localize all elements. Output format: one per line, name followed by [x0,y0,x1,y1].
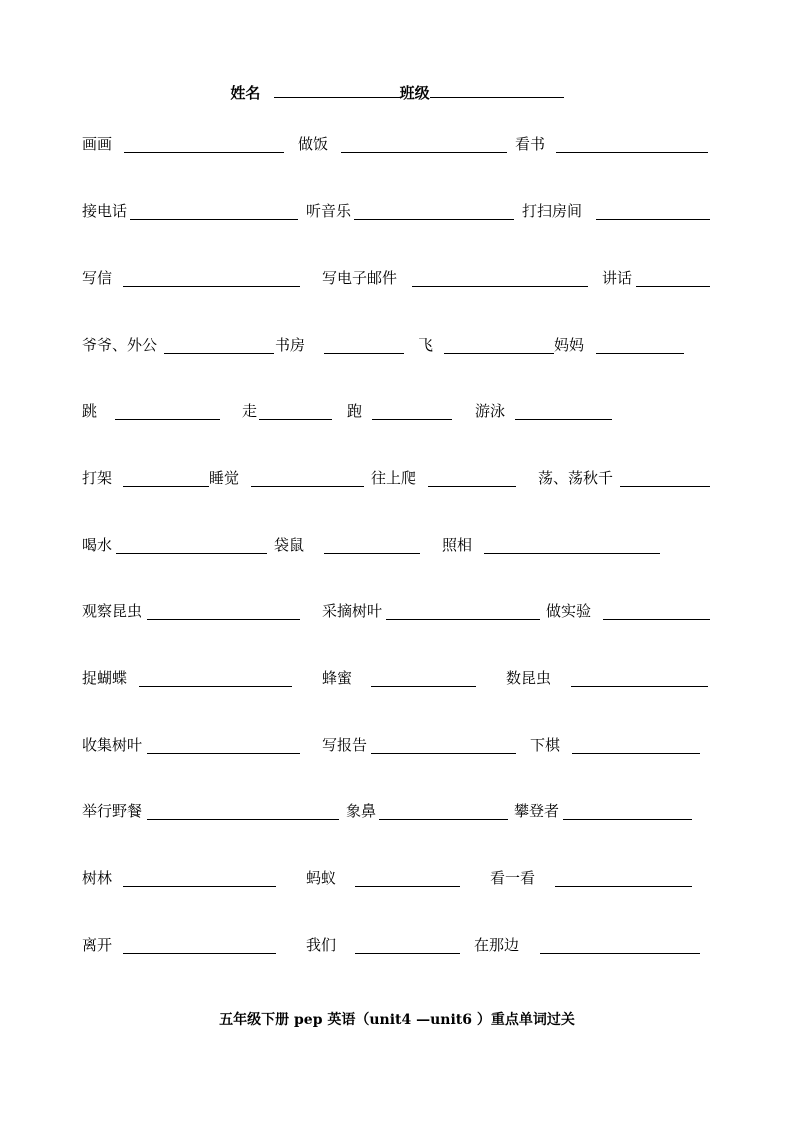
vocab-row [0,667,794,689]
vocab-term: 采摘树叶 [322,602,383,620]
answer-blank[interactable] [259,419,332,420]
answer-blank[interactable] [147,819,339,820]
answer-blank[interactable] [540,953,700,954]
vocab-term: 书房 [275,336,306,354]
answer-blank[interactable] [371,753,516,754]
vocab-term: 飞 [418,336,434,354]
answer-blank[interactable] [164,353,274,354]
vocab-row [0,400,794,422]
vocab-term: 接电话 [82,202,128,220]
vocab-term: 看一看 [490,869,536,887]
vocab-term: 爷爷、外公 [82,336,158,354]
answer-blank[interactable] [139,686,292,687]
answer-blank[interactable] [324,553,420,554]
vocab-term: 蚂蚁 [306,869,337,887]
answer-blank[interactable] [123,886,276,887]
answer-blank[interactable] [355,886,460,887]
answer-blank[interactable] [354,219,514,220]
vocab-term: 写电子邮件 [322,269,398,287]
vocab-term: 打架 [82,469,113,487]
vocab-term: 举行野餐 [82,802,143,820]
vocab-row [0,267,794,289]
vocab-row [0,600,794,622]
answer-blank[interactable] [371,686,476,687]
answer-blank[interactable] [563,819,692,820]
answer-blank[interactable] [251,486,364,487]
vocab-term: 跑 [347,402,363,420]
answer-blank[interactable] [115,419,220,420]
answer-blank[interactable] [379,819,508,820]
answer-blank[interactable] [123,486,209,487]
vocab-term: 看书 [515,135,546,153]
answer-blank[interactable] [123,953,276,954]
vocab-term: 我们 [306,936,337,954]
vocab-row [0,800,794,822]
answer-blank[interactable] [123,286,300,287]
vocab-term: 跳 [82,402,98,420]
answer-blank[interactable] [386,619,540,620]
answer-blank[interactable] [515,419,612,420]
vocab-term: 照相 [442,536,473,554]
vocab-term: 树林 [82,869,113,887]
answer-blank[interactable] [620,486,710,487]
class-blank[interactable] [430,96,564,98]
answer-blank[interactable] [556,152,708,153]
vocab-term: 喝水 [82,536,113,554]
vocab-row [0,467,794,489]
answer-blank[interactable] [484,553,660,554]
worksheet-title: 五年级下册 pep 英语（unit4 —unit6 ）重点单词过关 [219,1012,575,1028]
vocab-term: 走 [242,402,258,420]
vocab-term: 妈妈 [554,336,585,354]
answer-blank[interactable] [116,553,267,554]
answer-blank[interactable] [555,886,692,887]
answer-blank[interactable] [324,353,404,354]
answer-blank[interactable] [596,353,684,354]
answer-blank[interactable] [355,953,460,954]
answer-blank[interactable] [636,286,710,287]
answer-blank[interactable] [124,152,284,153]
vocab-row [0,133,794,155]
vocab-row [0,934,794,956]
answer-blank[interactable] [572,753,700,754]
vocab-term: 做实验 [546,602,592,620]
vocab-term: 荡、荡秋千 [538,469,614,487]
vocab-term: 写信 [82,269,113,287]
vocab-term: 离开 [82,936,113,954]
answer-blank[interactable] [596,219,710,220]
vocab-term: 象鼻 [346,802,377,820]
vocab-term: 观察昆虫 [82,602,143,620]
vocab-term: 打扫房间 [522,202,583,220]
vocab-term: 攀登者 [514,802,560,820]
answer-blank[interactable] [571,686,708,687]
name-label: 姓名 [230,84,261,102]
vocab-row [0,534,794,556]
name-blank[interactable] [274,96,400,98]
answer-blank[interactable] [147,753,300,754]
answer-blank[interactable] [341,152,507,153]
vocab-term: 讲话 [602,269,633,287]
vocab-row [0,867,794,889]
vocab-term: 听音乐 [306,202,352,220]
vocab-term: 收集树叶 [82,736,143,754]
vocab-term: 袋鼠 [274,536,305,554]
vocab-term: 下棋 [530,736,561,754]
answer-blank[interactable] [603,619,710,620]
vocab-term: 画画 [82,135,113,153]
answer-blank[interactable] [147,619,300,620]
class-label: 班级 [399,84,430,102]
vocab-term: 写报告 [322,736,368,754]
answer-blank[interactable] [428,486,516,487]
vocab-row [0,200,794,222]
vocab-term: 蜂蜜 [322,669,353,687]
vocab-term: 做饭 [298,135,329,153]
vocab-term: 捉蝴蝶 [82,669,128,687]
vocab-row [0,734,794,756]
vocab-term: 在那边 [474,936,520,954]
vocab-row [0,334,794,356]
answer-blank[interactable] [444,353,554,354]
vocab-term: 睡觉 [209,469,240,487]
vocab-term: 往上爬 [371,469,417,487]
vocab-term: 数昆虫 [506,669,552,687]
answer-blank[interactable] [412,286,588,287]
vocab-term: 游泳 [475,402,506,420]
worksheet-header [0,82,794,104]
answer-blank[interactable] [372,419,452,420]
answer-blank[interactable] [130,219,298,220]
